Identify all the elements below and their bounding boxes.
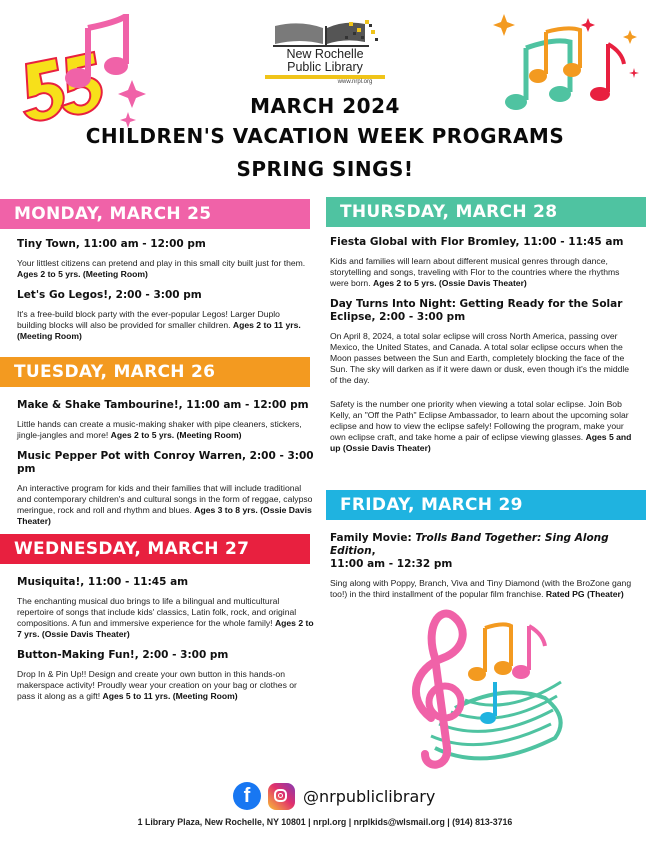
banner-monday: MONDAY, MARCH 25 — [0, 199, 310, 229]
logo-url: www.nrpl.org — [337, 79, 373, 85]
logo-line-2: Public Library — [287, 60, 363, 74]
event-title: Tiny Town, 11:00 am - 12:00 pm — [17, 238, 206, 250]
event-description: Kids and families will learn about different musical genres through dance, storytelling and songs, traveling with Flor to the countries where the rhythms were born. Ages 2 to 5 yrs. (Ossie Davis Theater) — [330, 256, 620, 288]
contact-line: 1 Library Plaza, New Rochelle, NY 10801 | nrpl.org | nrplkids@wlsmail.org | (914) 813-3716 — [137, 817, 513, 827]
heading-theme: SPRING SINGS! — [236, 157, 414, 181]
section-wednesday — [17, 576, 317, 702]
event-title: Make & Shake Tambourine!, 11:00 am - 12:00 pm — [17, 399, 309, 411]
social-bar — [233, 780, 435, 812]
logo-line-1: New Rochelle — [286, 47, 364, 61]
event-title: Family Movie: Trolls Band Together: Sing Along Edition, 11:00 am - 12:32 pm — [330, 532, 609, 570]
section-thursday — [330, 236, 635, 454]
section-friday — [330, 532, 635, 600]
event-title: Day Turns Into Night: Getting Ready for the Solar Eclipse, 2:00 - 3:00 pm — [330, 298, 623, 323]
banner-wednesday: WEDNESDAY, MARCH 27 — [0, 534, 310, 564]
treble-clef-decoration — [395, 598, 585, 778]
banner-thursday: THURSDAY, MARCH 28 — [326, 197, 646, 227]
event-description: Safety is the number one priority when viewing a total solar eclipse. Join Bob Kelly, an "Off the Path" Eclipse Ambassador, to learn about the upcoming solar eclipse and how to view the eclipse safely! Following the program, make your own eclipse craft, and take home a pair of eclipse viewing glasses. Ages 5 and up (Ossie Davis Theater) — [330, 399, 632, 453]
banner-tuesday: TUESDAY, MARCH 26 — [0, 357, 310, 387]
library-logo — [255, 18, 395, 85]
book-logo-icon — [265, 18, 385, 48]
heading-programs: CHILDREN'S VACATION WEEK PROGRAMS — [85, 124, 565, 148]
event-title: Button-Making Fun!, 2:00 - 3:00 pm — [17, 649, 229, 661]
event-title: Fiesta Global with Flor Bromley, 11:00 - 11:45 am — [330, 236, 624, 248]
event-description: Sing along with Poppy, Branch, Viva and Tiny Diamond (with the BroZone gang too!) in the third installment of the popular film franchise. Rated PG (Theater) — [330, 578, 632, 599]
event-description: It's a free-build block party with the ever-popular Legos! Larger Duplo building blocks will also be provided for smaller children. Ages 2 to 11 yrs. (Meeting Room) — [17, 309, 301, 341]
event-description: The enchanting musical duo brings to life a bilingual and multicultural repertoire of songs that include kids' classics, Latin folk, rock, and original compositions. A fun and immersive experience for the whole family! Ages 2 to 7 yrs. (Ossie Davis Theater) — [17, 596, 314, 639]
event-title: Let's Go Legos!, 2:00 - 3:00 pm — [17, 289, 202, 301]
event-description: An interactive program for kids and their families that will include traditional and contemporary children's and cultural songs in the form of reggae, calypso meringue, rock and roll and rhythm and blues. Ages 3 to 8 yrs. (Ossie Davis Theater) — [17, 483, 313, 526]
event-title: Music Pepper Pot with Conroy Warren, 2:00 - 3:00 pm — [17, 450, 314, 475]
banner-friday: FRIDAY, MARCH 29 — [326, 490, 646, 520]
heading-month: MARCH 2024 — [250, 94, 400, 118]
event-description: Little hands can create a music-making shaker with pipe cleaners, stickers, jingle-jangles and more! Ages 2 to 5 yrs. (Meeting Room) — [17, 419, 302, 440]
event-title: Musiquita!, 11:00 - 11:45 am — [17, 576, 189, 588]
event-description: Your littlest citizens can pretend and play in this small city built just for them. Ages 2 to 5 yrs. (Meeting Room) — [17, 258, 306, 279]
section-tuesday — [17, 399, 317, 527]
facebook-icon[interactable]: f — [233, 782, 261, 810]
instagram-icon[interactable] — [268, 783, 295, 810]
social-handle: @nrpubliclibrary — [303, 786, 436, 806]
event-description: On April 8, 2024, a total solar eclipse will cross North America, passing over Mexico, the United States, and Canada. A total solar eclipse occurs when the Moon passes between the Sun and Earth, completely blocking the face of the Sun. The sky will darken as if it were dawn or dusk, even though it's the middle of the day. — [330, 331, 630, 385]
event-description: Drop In & Pin Up!! Design and create your own button in this hands-on makerspace activity! Proudly wear your creation on your bag or clothes or pass it along as a gift! Ages 5 to 11 yrs. (Meeting Room) — [17, 669, 297, 701]
section-monday — [17, 238, 307, 342]
